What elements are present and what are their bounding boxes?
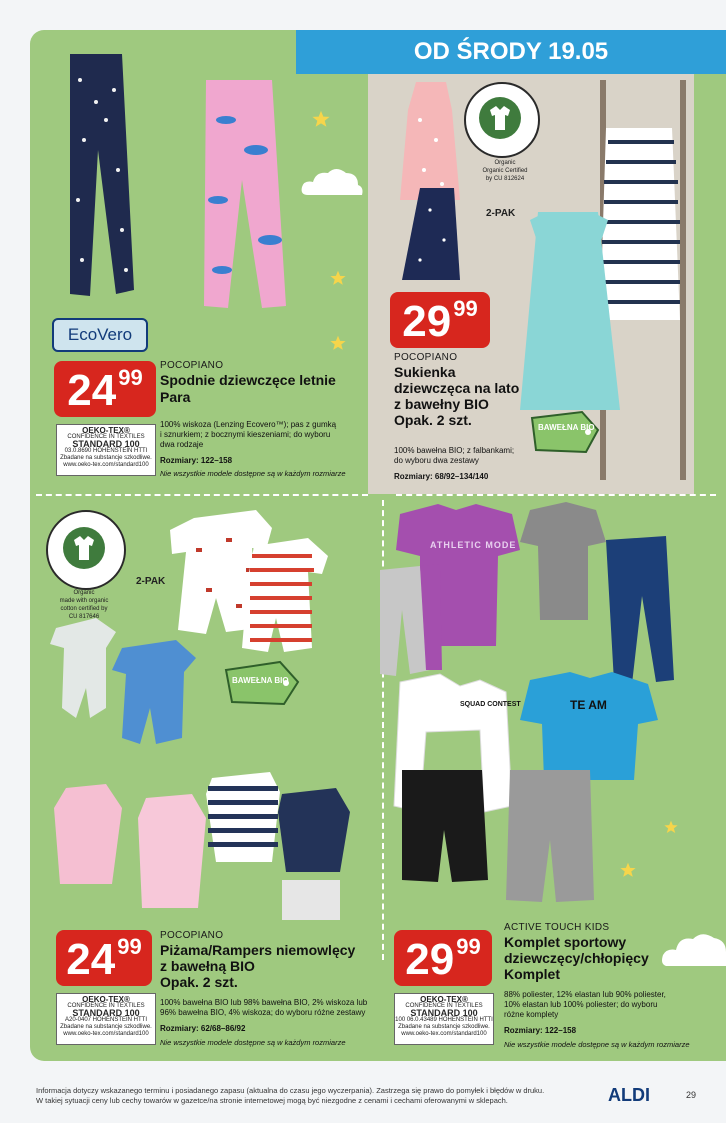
product-description: 96% bawełna BIO, 4% wiskoza; do wyboru różne zestawy (160, 1008, 366, 1017)
oeko-url: www.oeko-tex.com/standard100 (401, 1031, 487, 1037)
product-description: 100% bawełna BIO; z falbankami; (394, 446, 515, 455)
product-title: Piżama/Rampers niemowlęcy (160, 942, 356, 958)
product-title: Opak. 2 szt. (394, 412, 472, 428)
product-title: Sukienka (394, 364, 456, 380)
oeko-note: Zbadane na substancje szkodliwe. (398, 1024, 490, 1030)
oeko-subtitle: CONFIDENCE IN TEXTILES (405, 1003, 483, 1009)
oeko-tex-label (56, 993, 156, 1045)
divider (396, 494, 716, 496)
shirt-print: TE AM (570, 698, 607, 712)
price-main: 29 (402, 297, 452, 346)
sizes: Rozmiary: 62/68–86/92 (160, 1024, 246, 1033)
price-cents: 99 (117, 934, 142, 959)
product-description: 100% wiskoza (Lenzing Ecovero™); pas z gumką (160, 420, 337, 429)
divider (36, 494, 368, 496)
gots-organic: Organic (73, 590, 95, 596)
product-description: dwa rodzaje (160, 440, 204, 449)
pyjama-image (46, 508, 356, 928)
shirt-print: SQUAD CONTEST (460, 701, 521, 708)
pants-image (56, 50, 306, 310)
oeko-url: www.oeko-tex.com/standard100 (63, 462, 149, 468)
brand: POCOPIANO (160, 930, 224, 941)
sizes: Rozmiary: 122–158 (504, 1026, 577, 1035)
bio-tag-label: BAWEŁNA BIO (538, 423, 595, 432)
product-description: różne komplety (504, 1010, 559, 1019)
product-title: Spodnie dziewczęce letnie (160, 372, 336, 388)
star-icon (312, 110, 330, 128)
product-description: 100% bawełna BIO lub 98% bawełna BIO, 2% wiskoza lub (160, 998, 368, 1007)
date-header: OD ŚRODY 19.05 (296, 30, 726, 74)
product-title: dziewczęcy/chłopięcy (504, 950, 649, 966)
aldi-logo: ALDI (608, 1085, 650, 1105)
oeko-code: A20-0407 HOHENSTEIN HTTI (64, 1017, 148, 1023)
oeko-tex-label (56, 424, 156, 476)
oeko-note: Zbadane na substancje szkodliwe. (60, 1024, 152, 1030)
availability-note: Nie wszystkie modele dostępne są w każdym rozmiarze (160, 469, 346, 478)
product-title: Opak. 2 szt. (160, 974, 238, 990)
price-cents: 99 (456, 934, 481, 959)
gots-made-with: made with organic (59, 598, 109, 604)
pack-label: 2-PAK (486, 208, 516, 219)
product-description: 10% elastan lub 100% poliester; do wyboru (504, 1000, 658, 1009)
oeko-note: Zbadane na substancje szkodliwe. (60, 455, 152, 461)
star-icon (330, 270, 346, 286)
bio-tag-label: BAWEŁNA BIO (232, 676, 289, 685)
oeko-title: OEKO-TEX® (82, 995, 130, 1004)
disclaimer (36, 1086, 596, 1106)
price-main: 24 (67, 366, 117, 415)
product-title: dziewczęca na lato (394, 380, 520, 396)
oeko-standard: STANDARD 100 (72, 439, 140, 449)
disclaimer-line: W takiej sytuacji ceny lub cechy towarów w gazetce/na stronie internetowej mogą być niezgodne z cenami i cechami oferowanymi w sklepach. (36, 1096, 508, 1105)
availability-note: Nie wszystkie modele dostępne są w każdym rozmiarze (160, 1038, 346, 1047)
oeko-tex-label (394, 993, 494, 1045)
product-title: z bawełną BIO (160, 958, 255, 974)
gots-certified: Organic Certified (482, 168, 528, 174)
price-main: 29 (405, 935, 455, 984)
star-icon (330, 335, 346, 351)
brand: ACTIVE TOUCH KIDS (504, 922, 610, 933)
gots-certified: cotton certified by (60, 606, 108, 612)
price-tag (54, 361, 156, 417)
oeko-title: OEKO-TEX® (82, 426, 130, 435)
gots-cert-number: by CU 812624 (485, 176, 525, 182)
oeko-subtitle: CONFIDENCE IN TEXTILES (67, 1003, 145, 1009)
disclaimer-line: Informacja dotyczy wskazanego terminu i posiadanego zapasu (aktualna do czasu jego wyczerpania). Zastrzega się prawo do pomyłek i błędów w druku. (36, 1086, 545, 1095)
oeko-code: 03.0.8690 HOHENSTEIN HTTI (64, 448, 148, 454)
price-main: 24 (66, 935, 116, 984)
oeko-standard: STANDARD 100 (72, 1008, 140, 1018)
oeko-url: www.oeko-tex.com/standard100 (63, 1031, 149, 1037)
shirt-icon (478, 96, 522, 140)
oeko-subtitle: CONFIDENCE IN TEXTILES (67, 434, 145, 440)
sizes: Rozmiary: 122–158 (160, 456, 233, 465)
brand: POCOPIANO (160, 360, 224, 371)
shirt-print: ATHLETIC MODE (430, 540, 517, 550)
price-tag (56, 930, 152, 986)
price-cents: 99 (118, 365, 143, 390)
product-title: Komplet (504, 966, 560, 982)
availability-note: Nie wszystkie modele dostępne są w każdym rozmiarze (504, 1040, 690, 1049)
gots-cert-number: CU 817646 (68, 614, 100, 620)
gots-organic: Organic (494, 160, 516, 166)
pack-label: 2-PAK (136, 576, 166, 587)
product-title: Komplet sportowy (504, 934, 627, 950)
price-cents: 99 (453, 296, 478, 321)
product-description: 88% poliester, 12% elastan lub 90% poliester, (504, 990, 666, 999)
product-title: Para (160, 389, 191, 405)
cloud-icon (660, 928, 726, 968)
oeko-code: 100 06.0.43489 HOHENSTEIN HTTI (395, 1017, 493, 1023)
sport-set-image (380, 500, 706, 920)
product-description: do wyboru dwa zestawy (394, 456, 479, 465)
brand: POCOPIANO (394, 352, 458, 363)
product-title: z bawełny BIO (394, 396, 489, 412)
sizes: Rozmiary: 68/92–134/140 (394, 472, 489, 481)
price-tag (390, 292, 490, 348)
oeko-standard: STANDARD 100 (410, 1008, 478, 1018)
cloud-icon (300, 165, 364, 199)
price-tag (394, 930, 492, 986)
product-description: i sznurkiem; z bocznymi kieszeniami; do wyboru (160, 430, 331, 439)
ecovero-logo: EcoVero (52, 318, 148, 352)
oeko-title: OEKO-TEX® (420, 995, 468, 1004)
page-number: 29 (686, 1090, 697, 1100)
